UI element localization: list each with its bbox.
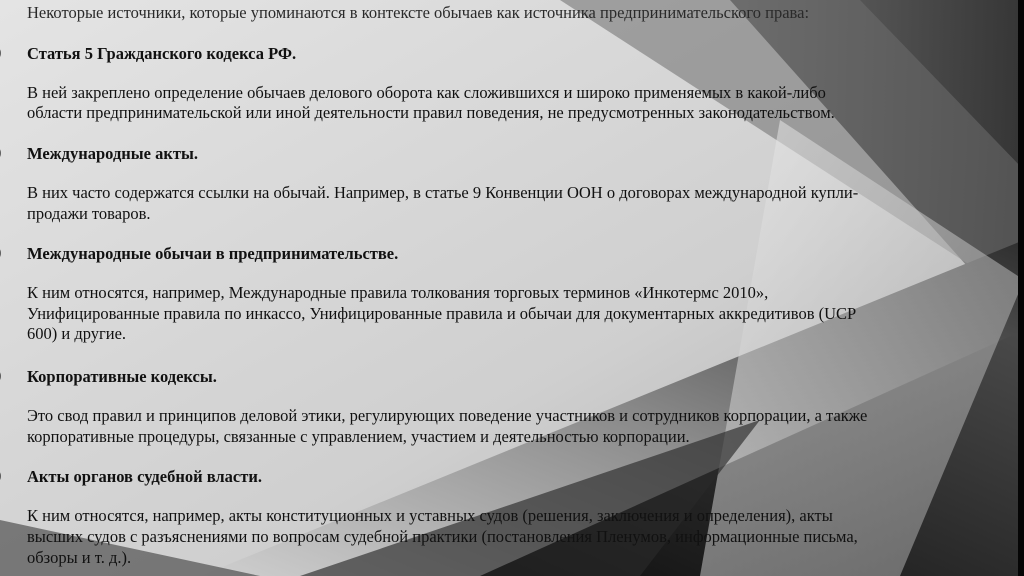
item-4-text-line-2: корпоративные процедуры, связанные с управлением, участием и деятельностью корпорации. — [27, 427, 690, 446]
item-3-marker — [0, 244, 1, 262]
item-4-marker — [0, 367, 1, 385]
item-3-text-line-3: 600) и другие. — [27, 324, 127, 343]
item-1-marker — [0, 44, 1, 62]
item-1-title: Статья 5 Гражданского кодекса РФ. — [27, 44, 297, 63]
item-3-text-line-1: К ним относятся, например, Международные правила толкования торговых терминов «Инкотермс 2010», — [27, 283, 769, 302]
item-1-text-line-2: области предпринимательской или иной деятельности правил поведения, не предусмотренных законодательством. — [27, 103, 835, 122]
item-1-text-line-1: В ней закреплено определение обычаев делового оборота как сложившихся и широко применяемых в какой-либо — [27, 83, 826, 102]
item-2-marker — [0, 144, 1, 162]
item-2-text-line-2: продажи товаров. — [27, 204, 151, 223]
item-2-title: Международные акты. — [27, 144, 199, 163]
item-4-title: Корпоративные кодексы. — [27, 367, 217, 386]
item-3-title: Международные обычаи в предпринимательстве. — [27, 244, 399, 263]
item-5-title: Акты органов судебной власти. — [27, 467, 262, 486]
item-5-text-line-1: К ним относятся, например, акты конституционных и уставных судов (решения, заключения и определения), акты — [27, 506, 833, 525]
item-4-text-line-1: Это свод правил и принципов деловой этики, регулирующих поведение участников и сотрудников корпорации, а также — [27, 406, 868, 425]
item-3-text-line-2: Унифицированные правила по инкассо, Унифицированные правила и обычаи для документарных аккредитивов (UCP — [27, 304, 857, 323]
item-2-text-line-1: В них часто содержатся ссылки на обычай. Например, в статье 9 Конвенции ООН о договорах международной купли- — [27, 183, 859, 202]
item-5-text-line-2: высших судов с разъяснениями по вопросам судебной практики (постановления Пленумов, информационные письма, — [27, 527, 858, 546]
item-5-marker — [0, 467, 1, 485]
intro-text: Некоторые источники, которые упоминаются в контексте обычаев как источника предпринимательского права: — [27, 3, 810, 22]
item-5-text-line-3: обзоры и т. д.). — [27, 548, 132, 567]
